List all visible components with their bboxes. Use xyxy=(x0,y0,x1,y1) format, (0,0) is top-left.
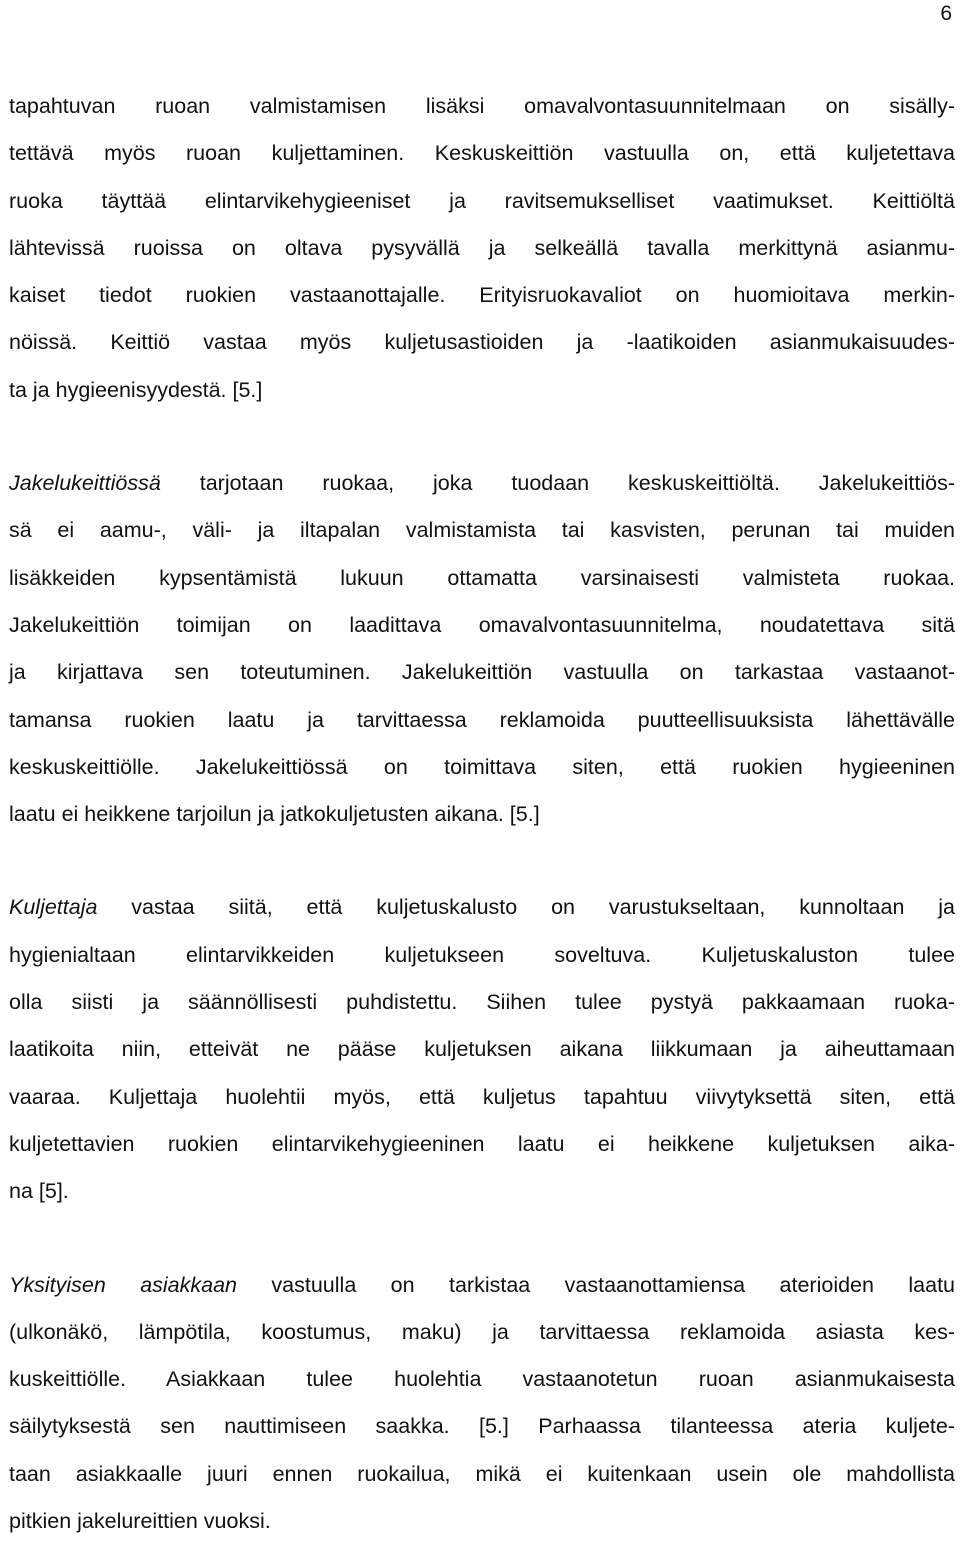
text-line: ja kirjattava sen toteutuminen. Jakelukeittiön vastuulla on tarkastaa vastaanot- xyxy=(9,660,955,685)
text-line xyxy=(9,884,955,931)
text-line: taan asiakkaalle juuri ennen ruokailua, mikä ei kuitenkaan usein ole mahdollista xyxy=(9,1461,955,1486)
text-line: na [5]. xyxy=(9,1179,69,1204)
text-line: nöissä. Keittiö vastaa myös kuljetusastioiden ja -laatikoiden asianmukaisuudes- xyxy=(9,330,955,355)
paragraph-food-transport xyxy=(9,83,955,414)
text-line: tettävä myös ruoan kuljettaminen. Keskuskeittiön vastuulla on, että kuljetettava xyxy=(9,141,955,166)
text-line: lisäkkeiden kypsentämistä lukuun ottamatta varsinaisesti valmisteta ruokaa. xyxy=(9,565,955,590)
text-line: keskuskeittiölle. Jakelukeittiössä on toimittava siten, että ruokien hygieeninen xyxy=(9,754,955,779)
paragraph-driver xyxy=(9,884,955,1215)
term-distribution-kitchen: Jakelukeittiössä xyxy=(9,471,161,496)
text-line: sä ei aamu-, väli- ja iltapalan valmistamista tai kasvisten, perunan tai muiden xyxy=(9,518,955,543)
text-fragment: tarjotaan ruokaa, joka tuodaan keskuskeittiöltä. Jakelukeittiös- xyxy=(160,471,955,496)
text-fragment: vastaa siitä, että kuljetuskalusto on varustukseltaan, kunnoltaan ja xyxy=(97,895,955,920)
text-line: Jakelukeittiön toimijan on laadittava omavalvontasuunnitelma, noudatettava sitä xyxy=(9,612,955,637)
text-line: (ulkonäkö, lämpötila, koostumus, maku) ja tarvittaessa reklamoida asiasta kes- xyxy=(9,1319,955,1344)
text-fragment: vastuulla on tarkistaa vastaanottamiensa aterioiden laatu xyxy=(237,1272,956,1297)
text-line: olla siisti ja säännöllisesti puhdistettu. Siihen tulee pystyä pakkaamaan ruoka- xyxy=(9,990,955,1015)
text-line: säilytyksestä sen nauttimiseen saakka. [5.] Parhaassa tilanteessa ateria kuljete- xyxy=(9,1414,955,1439)
text-line: hygienialtaan elintarvikkeiden kuljetukseen soveltuva. Kuljetuskaluston tulee xyxy=(9,942,955,967)
text-line xyxy=(9,460,955,507)
text-line: tapahtuvan ruoan valmistamisen lisäksi omavalvontasuunnitelmaan on sisälly- xyxy=(9,94,955,118)
text-line: tamansa ruokien laatu ja tarvittaessa reklamoida puutteellisuuksista lähettävälle xyxy=(9,707,955,732)
text-line: kuljetettavien ruokien elintarvikehygieeninen laatu ei heikkene kuljetuksen aika- xyxy=(9,1131,955,1156)
paragraph-distribution-kitchen xyxy=(9,460,955,838)
term-driver: Kuljettaja xyxy=(9,895,98,920)
text-line: lähtevissä ruoissa on oltava pysyvällä ja selkeällä tavalla merkittynä asianmu- xyxy=(9,235,955,260)
text-line: ruoka täyttää elintarvikehygieeniset ja ravitsemukselliset vaatimukset. Keittiöltä xyxy=(9,188,955,213)
text-line: kuskeittiölle. Asiakkaan tulee huolehtia vastaanotetun ruoan asianmukaisesta xyxy=(9,1367,955,1392)
page-number: 6 xyxy=(940,2,952,25)
text-line: laatikoita niin, etteivät ne pääse kuljetuksen aikana liikkumaan ja aiheuttamaan xyxy=(9,1037,955,1062)
text-line: vaaraa. Kuljettaja huolehtii myös, että kuljetus tapahtuu viivytyksettä siten, että xyxy=(9,1084,955,1109)
text-line: kaiset tiedot ruokien vastaanottajalle. Erityisruokavaliot on huomioitava merkin- xyxy=(9,283,955,308)
paragraph-private-customer xyxy=(9,1262,955,1545)
text-line: pitkien jakelureittien vuoksi. xyxy=(9,1509,271,1534)
text-line xyxy=(9,1262,955,1309)
document-body xyxy=(9,83,955,1545)
text-line: laatu ei heikkene tarjoilun ja jatkokuljetusten aikana. [5.] xyxy=(9,802,540,827)
term-private-customer: Yksityisen asiakkaan xyxy=(9,1272,238,1297)
text-line: ta ja hygieenisyydestä. [5.] xyxy=(9,377,263,402)
